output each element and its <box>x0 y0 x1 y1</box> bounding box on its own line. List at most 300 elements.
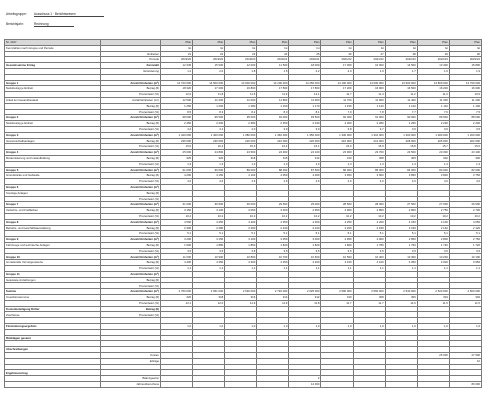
table-cell: 29 000 <box>289 202 321 208</box>
row-label: Immaterielle Vermögenswerte <box>5 260 101 266</box>
table-cell: 1,0 <box>257 324 289 330</box>
table-cell: 11,9 <box>257 300 289 306</box>
table-cell: 4 150 <box>193 173 225 179</box>
table-cell: 314 <box>257 295 289 301</box>
table-cell: 1,7 <box>385 68 417 74</box>
table-cell: 1,3 <box>385 161 417 167</box>
table-cell: 1,3 <box>353 161 385 167</box>
column-header: 25 <box>289 51 321 57</box>
table-cell: 2 350 <box>257 121 289 127</box>
row-label: Finanzierungsergebnis <box>5 324 101 330</box>
table-cell: 98 000 <box>161 115 193 121</box>
table-cell: 94 000 <box>257 115 289 121</box>
column-header: 2023/24 <box>449 57 481 63</box>
table-cell <box>225 382 257 388</box>
column-header: 28 <box>385 51 417 57</box>
table-cell: 5,1 <box>417 231 449 237</box>
table-cell: 14 000 000 <box>353 80 385 86</box>
table-cell: 11,8 <box>193 92 225 98</box>
table-cell: 4,6 <box>353 179 385 185</box>
table-cell: 88 000 <box>257 167 289 173</box>
table-cell: 18 000 <box>289 63 321 69</box>
table-cell: 312 <box>289 155 321 161</box>
table-cell: 24 500 <box>225 150 257 156</box>
table-cell: 1,3 <box>193 161 225 167</box>
row-label: Gesamtsumme Ertrag <box>5 63 101 69</box>
table-cell: 1,1 <box>289 266 321 272</box>
table-cell: 2 625 000 <box>289 289 321 295</box>
meta-value: Rechnung <box>34 22 74 27</box>
table-cell: 4 050 <box>449 219 481 225</box>
table-cell: 4 250 <box>321 219 353 225</box>
table-cell: 2 750 000 <box>161 289 193 295</box>
table-cell: 1,3 <box>225 161 257 167</box>
table-cell: 14 100 000 <box>321 80 353 86</box>
table-cell: 1,3 <box>257 161 289 167</box>
table-cell: 1 740 <box>417 242 449 248</box>
table-cell: 2 220 <box>289 225 321 231</box>
table-cell: 308 <box>353 295 385 301</box>
table-cell: 1,0 <box>449 324 481 330</box>
table-cell: 315 <box>257 155 289 161</box>
table-cell: 216 000 <box>321 138 353 144</box>
table-cell: 90 000 <box>385 115 417 121</box>
table-cell: 3,5 <box>449 126 481 132</box>
table-cell: 1 350 000 <box>289 132 321 138</box>
table-cell: 4 050 <box>257 173 289 179</box>
table-cell: 1,5 <box>257 68 289 74</box>
table-cell: 325 <box>161 155 193 161</box>
table-cell: 25 000 <box>417 353 449 359</box>
row-label: Gruppe 7 <box>5 202 101 208</box>
table-cell: 2 <box>289 376 321 382</box>
table-cell: 1,9 <box>449 68 481 74</box>
table-cell: 1,0 <box>353 324 385 330</box>
row-unit: Prozentsatz (%) <box>101 266 161 272</box>
row-unit: Bilanzgewinn <box>101 376 161 382</box>
table-cell: 10,2 <box>289 213 321 219</box>
table-cell: 4 500 <box>161 219 193 225</box>
table-cell: 1 900 <box>161 242 193 248</box>
table-cell: 11 000 <box>161 254 193 260</box>
table-cell: 3 850 <box>385 173 417 179</box>
table-cell: 4 400 <box>161 260 193 266</box>
row-unit: Betrag (€) <box>101 208 161 214</box>
table-cell: 4 300 <box>225 260 257 266</box>
row-unit: Betrag (€) <box>101 155 161 161</box>
table-cell: 220 000 <box>289 138 321 144</box>
column-header: 2021/22 <box>353 57 385 63</box>
row-label: Gruppe 11 <box>5 271 101 277</box>
row-unit: Kennzahl <box>101 63 161 69</box>
row-label: Anteil am Gesamtbestand <box>5 97 101 103</box>
table-cell: 4 150 <box>321 260 353 266</box>
table-cell: 14 720 000 <box>161 80 193 86</box>
table-cell: 12 000 <box>225 63 257 69</box>
table-cell: 17 200 <box>193 86 225 92</box>
table-cell: 1,0 <box>161 324 193 330</box>
table-cell: 1 330 000 <box>321 132 353 138</box>
table-cell: 17 500 <box>257 86 289 92</box>
table-cell <box>417 382 449 388</box>
table-cell <box>353 382 385 388</box>
table-cell: 310 <box>321 155 353 161</box>
table-cell: 5,1 <box>385 231 417 237</box>
table-cell: 12 000 <box>289 382 321 388</box>
row-label: Betriebs- und Geschäftsausstattung <box>5 225 101 231</box>
table-cell: 2 280 <box>193 225 225 231</box>
table-cell: 86 000 <box>321 167 353 173</box>
table-cell: 5,1 <box>353 231 385 237</box>
table-cell: 5,1 <box>449 231 481 237</box>
table-cell: 2 200 <box>321 225 353 231</box>
column-header: 29 <box>417 51 449 57</box>
table-cell: 1,0 <box>289 324 321 330</box>
table-cell: 4,6 <box>193 179 225 185</box>
table-row <box>5 382 482 388</box>
column-header: Plan <box>385 40 417 46</box>
table-cell: 15,6 <box>449 144 481 150</box>
row-label: Gruppe 1 <box>5 80 101 86</box>
column-header: Ist <box>289 45 321 51</box>
table-cell: 17 200 <box>321 86 353 92</box>
row-unit: Anzahl Einheiten (m²) <box>101 132 161 138</box>
table-cell: 12 345 <box>161 63 193 69</box>
table-cell: 10,2 <box>417 213 449 219</box>
table-cell: 1,1 <box>321 266 353 272</box>
table-cell: 24 300 <box>257 150 289 156</box>
table-cell: 16,4 <box>193 144 225 150</box>
row-label: Investitionssumme <box>5 295 101 301</box>
table-cell: 3,5 <box>193 248 225 254</box>
table-cell: 1 110 <box>417 103 449 109</box>
table-cell: 16 800 <box>225 86 257 92</box>
table-cell: 2 330 <box>289 121 321 127</box>
column-header: Plan <box>257 40 289 46</box>
table-cell: 27 500 <box>385 202 417 208</box>
table-cell: 1,3 <box>449 161 481 167</box>
row-label: Grundstücke und Gebäude <box>5 173 101 179</box>
table-cell: 1 180 <box>225 103 257 109</box>
row-unit: Prozentsatz (%) <box>101 144 161 150</box>
table-cell: 2 240 <box>257 225 289 231</box>
meta-line <box>6 22 74 27</box>
row-unit: Prozentsatz (%) <box>101 283 161 289</box>
table-cell: 96 500 <box>193 115 225 121</box>
table-cell: 4 350 <box>193 260 225 266</box>
table-cell: 302 <box>449 295 481 301</box>
row-unit: Anzahl Einheiten (m²) <box>101 219 161 225</box>
table-cell: 4,6 <box>321 179 353 185</box>
table-cell: 7,9 <box>321 109 353 115</box>
table-cell: 320 <box>193 155 225 161</box>
table-cell: 4 050 <box>385 260 417 266</box>
table-cell: 11,6 <box>385 300 417 306</box>
table-cell: 10,2 <box>385 213 417 219</box>
row-label: Gruppe 6 <box>5 184 101 190</box>
row-unit: Betrag (€) <box>101 242 161 248</box>
table-cell: 4 150 <box>385 219 417 225</box>
column-header: Plan <box>289 40 321 46</box>
table-cell: 2 850 <box>385 237 417 243</box>
table-cell: 28 000 <box>353 202 385 208</box>
column-header: Plan <box>161 40 193 46</box>
table-cell: 310 <box>321 295 353 301</box>
column-header: 30 <box>449 51 481 57</box>
table-cell: 29 500 <box>257 202 289 208</box>
table-cell: 15 800 <box>449 63 481 69</box>
table-cell: 2,0 <box>321 68 353 74</box>
row-label: Gruppe 8 <box>5 219 101 225</box>
column-header: 2022/23 <box>417 57 449 63</box>
table-cell: 1,2 <box>161 68 193 74</box>
row-unit: Prozentsatz (%) <box>101 231 161 237</box>
table-cell: 5,1 <box>321 231 353 237</box>
table-cell: 320 <box>161 295 193 301</box>
table-cell: 2 630 000 <box>225 289 257 295</box>
table-cell: 316 <box>225 295 257 301</box>
table-cell: 12 <box>449 358 481 364</box>
row-unit: Betrag (€) <box>101 277 161 283</box>
table-cell: 2 520 000 <box>417 289 449 295</box>
table-cell: 3 800 <box>417 173 449 179</box>
meta-line <box>6 12 104 17</box>
table-cell: 30 500 <box>193 202 225 208</box>
table-cell: 2 900 <box>321 208 353 214</box>
table-cell: 202 000 <box>449 138 481 144</box>
table-cell: 15,8 <box>385 144 417 150</box>
column-header: 27 <box>353 51 385 57</box>
table-cell: 4 350 <box>257 219 289 225</box>
table-cell: 4 000 <box>289 173 321 179</box>
table-cell: 1 380 000 <box>225 132 257 138</box>
table-cell: 10 600 <box>289 254 321 260</box>
table-cell: 3,5 <box>257 248 289 254</box>
header-period: Periode <box>101 57 161 63</box>
table-cell: 5,1 <box>257 231 289 237</box>
table-cell: 16,2 <box>257 144 289 150</box>
table-cell: 1,1 <box>417 266 449 272</box>
table-cell: 11,9 <box>257 92 289 98</box>
table-cell: 4,6 <box>417 179 449 185</box>
table-cell: 4,6 <box>161 179 193 185</box>
row-unit: Erträge <box>101 358 161 364</box>
table-cell: 236 000 <box>161 138 193 144</box>
table-cell: 11 300 <box>417 97 449 103</box>
table-cell: 14 500 <box>385 63 417 69</box>
table-cell: 1 360 000 <box>257 132 289 138</box>
table-cell: 11,5 <box>225 92 257 98</box>
table-cell: 12 000 <box>225 97 257 103</box>
row-unit: Betrag (€) <box>101 260 161 266</box>
row-label: Zuschüsse <box>5 312 101 318</box>
table-cell: 93 500 <box>289 115 321 121</box>
table-cell: 10,2 <box>193 213 225 219</box>
table-cell: 1,3 <box>161 161 193 167</box>
row-unit: Anzahl Einheiten (m²) <box>101 254 161 260</box>
table-cell: 2 400 <box>193 121 225 127</box>
table-cell: 1,3 <box>417 161 449 167</box>
table-cell: 3 000 <box>289 237 321 243</box>
row-unit: Kosten <box>101 353 161 359</box>
row-unit: Betrag (€) <box>101 190 161 196</box>
row-unit: Betrag (€) <box>101 138 161 144</box>
table-cell: 16,1 <box>289 144 321 150</box>
column-header: Ist <box>353 45 385 51</box>
table-cell: 2 950 <box>289 208 321 214</box>
table-cell: 3 050 <box>257 237 289 243</box>
table-cell: 4 000 <box>417 260 449 266</box>
row-label: Ergebnisvortrag <box>5 370 101 376</box>
table-cell: 11,7 <box>321 92 353 98</box>
table-cell: 10,2 <box>161 213 193 219</box>
table-cell: 1,0 <box>385 324 417 330</box>
table-cell: 1,0 <box>225 324 257 330</box>
table-cell: 10 800 <box>225 254 257 260</box>
table-cell: 3,5 <box>161 248 193 254</box>
table-cell: 1 200 <box>193 103 225 109</box>
table-cell: 4,1 <box>193 126 225 132</box>
table-cell: 11 600 <box>353 97 385 103</box>
table-cell: 3,9 <box>257 126 289 132</box>
table-cell: 11,5 <box>449 300 481 306</box>
meta-value: Ausschuss 1 · Berichtswesen <box>34 12 104 17</box>
table-cell: 11 500 <box>257 63 289 69</box>
column-header: 22 <box>193 51 225 57</box>
column-header: 23 <box>225 51 257 57</box>
table-cell: 10,2 <box>321 213 353 219</box>
table-cell: 10,2 <box>353 213 385 219</box>
table-cell: 1 760 <box>385 242 417 248</box>
table-cell: 16 500 <box>385 86 417 92</box>
table-cell <box>321 382 353 388</box>
row-unit: Anzahl Einheiten (m²) <box>101 97 161 103</box>
table-cell: 1,1 <box>161 266 193 272</box>
table-cell: 10 500 <box>321 254 353 260</box>
table-cell: 1,0 <box>321 324 353 330</box>
row-unit: Anzahl Einheiten (m²) <box>101 150 161 156</box>
table-cell: 2 800 <box>417 237 449 243</box>
table-cell: 3,5 <box>353 248 385 254</box>
row-unit: Anzahl Einheiten (m²) <box>101 80 161 86</box>
row-unit: Prozentsatz (%) <box>101 179 161 185</box>
table-cell: 1,1 <box>193 266 225 272</box>
table-cell: 4,2 <box>161 126 193 132</box>
table-cell: 1 800 <box>321 242 353 248</box>
table-cell: 226 000 <box>225 138 257 144</box>
table-cell: 12 200 <box>193 97 225 103</box>
table-cell: 18 320 <box>161 86 193 92</box>
row-label: Fahrzeuge und technische Anlagen <box>5 242 101 248</box>
column-header: Ist <box>225 45 257 51</box>
row-unit: Betrag (€) <box>101 295 161 301</box>
table-cell: 1 880 <box>193 242 225 248</box>
table-cell: 13 700 000 <box>449 80 481 86</box>
row-unit: Betrag (€) <box>101 121 161 127</box>
row-label: Nettobetrag je Einheit <box>5 86 101 92</box>
table-cell: 11,8 <box>289 300 321 306</box>
table-cell: 3,5 <box>385 248 417 254</box>
table-cell: 12,0 <box>193 300 225 306</box>
row-unit: Prozentsatz (%) <box>101 312 161 318</box>
table-cell: 7,7 <box>385 109 417 115</box>
table-cell: 2 850 <box>353 208 385 214</box>
table-cell: 1,1 <box>385 266 417 272</box>
table-cell: 1 840 <box>257 242 289 248</box>
table-cell: 91 000 <box>161 167 193 173</box>
table-cell: 10 100 <box>449 254 481 260</box>
table-cell: 3,7 <box>353 126 385 132</box>
column-header: Plan <box>353 40 385 46</box>
table-cell: 4 200 <box>353 219 385 225</box>
table-cell: 2 200 <box>449 121 481 127</box>
table-cell: 3 100 <box>193 208 225 214</box>
table-cell: 1 820 <box>289 242 321 248</box>
row-unit: Betrag (€) <box>101 86 161 92</box>
table-cell: 4,6 <box>449 179 481 185</box>
table-cell: 1,0 <box>193 324 225 330</box>
table-cell: 4,0 <box>225 126 257 132</box>
table-cell: 3 900 <box>353 173 385 179</box>
table-cell: 24 100 <box>289 150 321 156</box>
row-unit: Betrag (€) <box>101 306 161 312</box>
table-cell: 3,6 <box>385 126 417 132</box>
table-cell <box>193 382 225 388</box>
table-cell: 15 000 <box>193 63 225 69</box>
table-cell: 1 720 <box>449 242 481 248</box>
table-cell: 3 950 <box>321 173 353 179</box>
row-label: Gruppe 4 <box>5 150 101 156</box>
table-cell: 1 860 <box>225 242 257 248</box>
row-unit: Anzahl Einheiten (m²) <box>101 202 161 208</box>
table-cell: 2 590 000 <box>321 289 353 295</box>
row-label: Abschreibungen <box>5 347 101 353</box>
column-header: Ist <box>193 45 225 51</box>
table-cell: 2 950 <box>321 237 353 243</box>
table-cell: 1 310 000 <box>353 132 385 138</box>
column-header: Ist <box>385 45 417 51</box>
table-cell: 2 250 <box>385 121 417 127</box>
table-cell: 1,1 <box>257 266 289 272</box>
column-header: Ist <box>161 45 193 51</box>
table-cell: 5,1 <box>193 231 225 237</box>
table-cell: 208 000 <box>385 138 417 144</box>
table-cell: 8,0 <box>257 109 289 115</box>
table-cell: 23 900 <box>321 150 353 156</box>
table-cell: 2 900 <box>353 237 385 243</box>
table-cell: 13 900 000 <box>385 80 417 86</box>
column-header: Ist <box>257 45 289 51</box>
table-cell: 12 500 <box>161 97 193 103</box>
column-header: 26 <box>321 51 353 57</box>
table-cell: 87 500 <box>289 167 321 173</box>
row-unit: Prozentsatz (%) <box>101 196 161 202</box>
table-cell: 308 <box>353 155 385 161</box>
table-cell: 7,5 <box>449 109 481 115</box>
table-cell: 11,0 <box>417 92 449 98</box>
row-unit: Anzahl Einheiten (m²) <box>101 167 161 173</box>
column-header: Plan <box>193 40 225 46</box>
table-cell: 26 500 <box>449 202 481 208</box>
row-unit: Prozentsatz (%) <box>101 109 161 115</box>
table-cell: 11 900 <box>289 97 321 103</box>
table-cell: 1,8 <box>225 68 257 74</box>
table-cell: 3,9 <box>289 126 321 132</box>
table-cell: 10 400 <box>353 254 385 260</box>
table-cell: 2 120 <box>449 225 481 231</box>
table-cell: 1,9 <box>353 68 385 74</box>
table-cell: 4 450 <box>193 219 225 225</box>
